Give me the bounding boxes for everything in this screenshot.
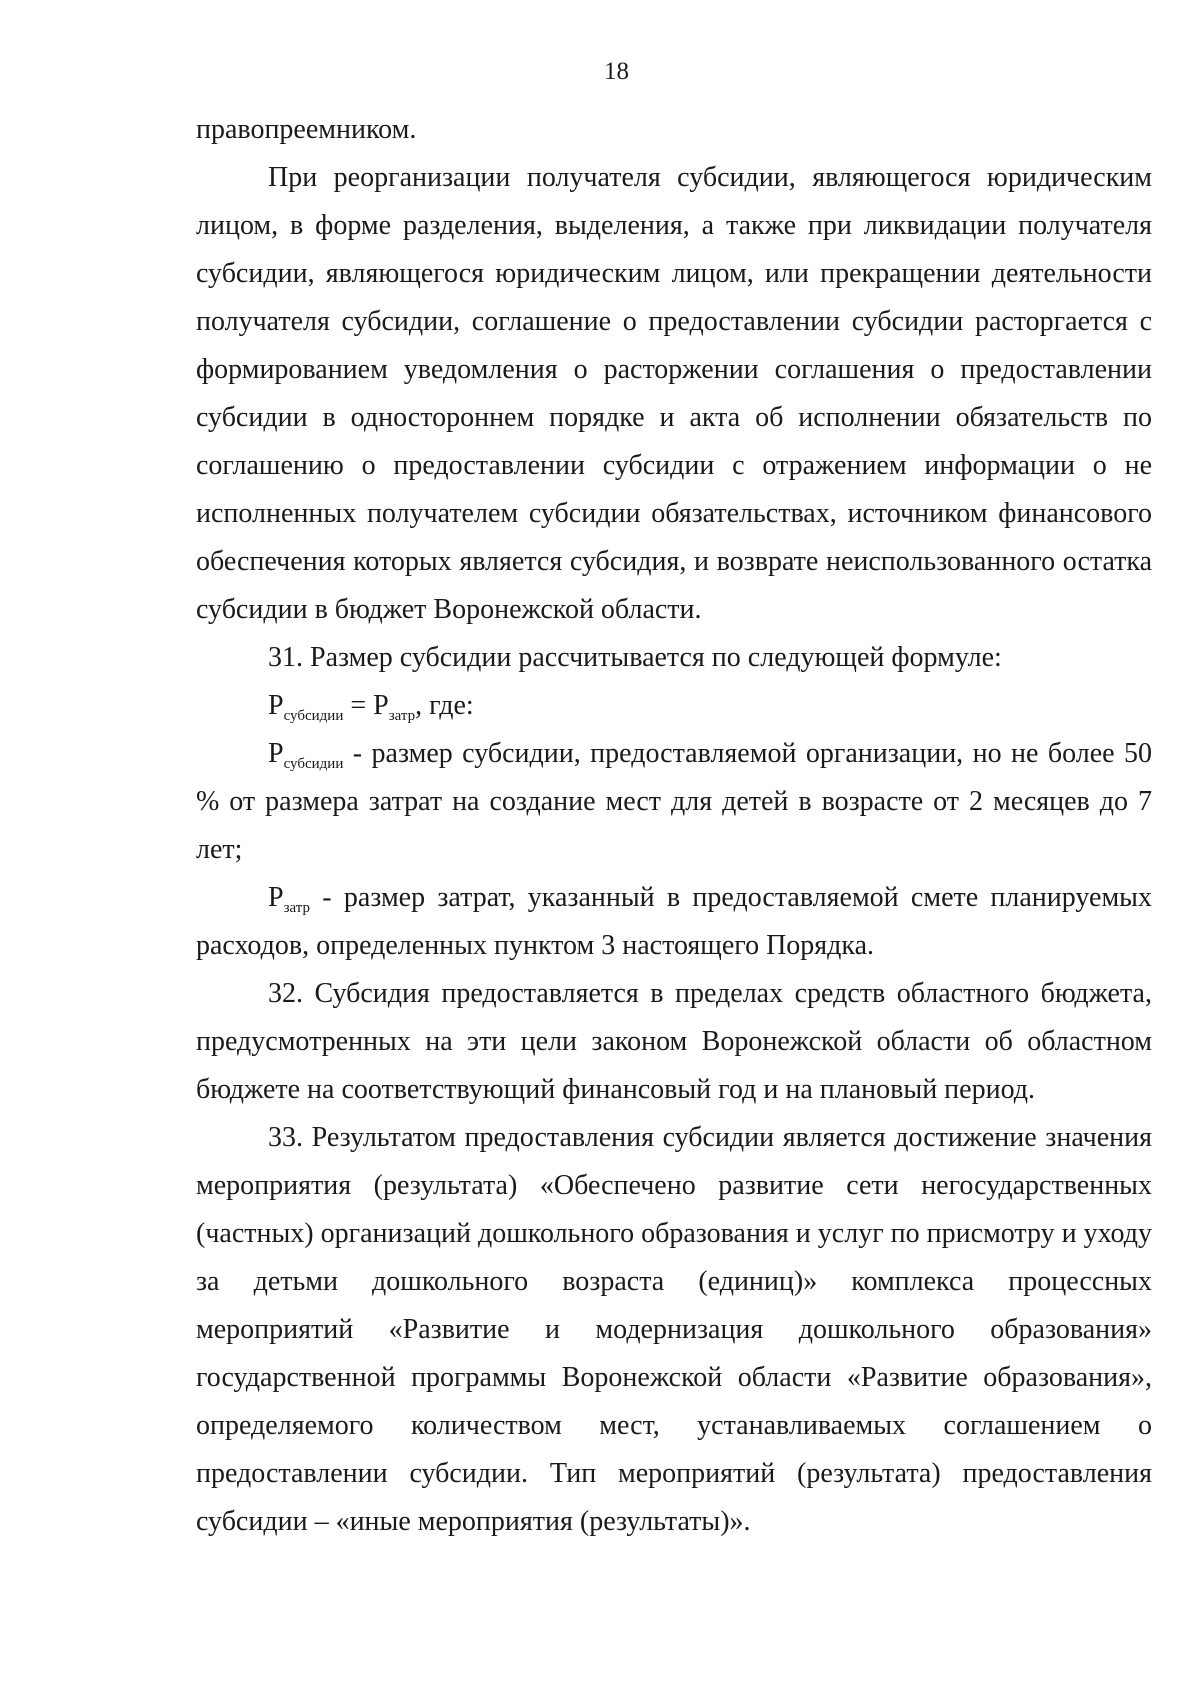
definition-subsidy xyxy=(196,730,1152,874)
definition-subscript: субсидии xyxy=(283,756,344,772)
formula-subscript-costs: затр xyxy=(388,708,416,724)
paragraph-reorganization: При реорганизации получателя субсидии, являющегося юридическим лицом, в форме разделения, выделения, а также при ликвидации получателя субсидии, являющегося юридическим лицом, или прекращении деятельности получателя субсидии, соглашение о предоставлении субсидии расторгается с формированием уведомления о расторжении соглашения о предоставлении субсидии в одностороннем порядке и акта об исполнении обязательств по соглашению о предоставлении субсидии с отражением информации о не исполненных получателем субсидии обязательствах, источником финансового обеспечения которых является субсидия, и возврате неиспользованного остатка субсидии в бюджет Воронежской области. xyxy=(196,162,1152,625)
paragraph-33: 33. Результатом предоставления субсидии является достижение значения мероприятия (результата) «Обеспечено развитие сети негосударственных (частных) организаций дошкольного образования и услуг по присмотру и уходу за детьми дошкольного возраста (единиц)» комплекса процессных мероприятий «Развитие и модернизация дошкольного образования» государственной программы Воронежской области «Развитие образования», определяемого количеством мест, устанавливаемых соглашением о предоставлении субсидии. Тип мероприятий (результата) предоставления субсидии – «иные мероприятия (результаты)». xyxy=(196,1122,1152,1537)
formula-tail: , где: xyxy=(415,690,474,721)
definition-p-letter: Р xyxy=(268,738,284,769)
page-number: 18 xyxy=(604,58,629,85)
definition-text: - размер затрат, указанный в предоставляемой смете планируемых расходов, определенных пунктом 3 настоящего Порядка. xyxy=(196,882,1152,961)
formula-p-letter: Р xyxy=(373,690,389,721)
definition-subscript: затр xyxy=(283,900,311,916)
formula-equals: = xyxy=(343,690,374,721)
definition-p-letter: Р xyxy=(268,882,284,913)
formula-subscript-subsidy: субсидии xyxy=(283,708,344,724)
formula-line xyxy=(196,682,1152,730)
definition-text: - размер субсидии, предоставляемой организации, но не более 50 % от размера затрат на создание мест для детей в возрасте от 2 месяцев до 7 лет; xyxy=(196,738,1152,865)
paragraph-31-formula-intro: 31. Размер субсидии рассчитывается по следующей формуле: xyxy=(268,642,1002,673)
definition-costs xyxy=(196,874,1152,970)
paragraph-continuation: правопреемником. xyxy=(196,114,417,145)
document-body xyxy=(196,106,1152,1546)
formula-p-letter: Р xyxy=(268,690,284,721)
paragraph-32: 32. Субсидия предоставляется в пределах средств областного бюджета, предусмотренных на эти цели законом Воронежской области об областном бюджете на соответствующий финансовый год и на плановый период. xyxy=(196,978,1152,1105)
